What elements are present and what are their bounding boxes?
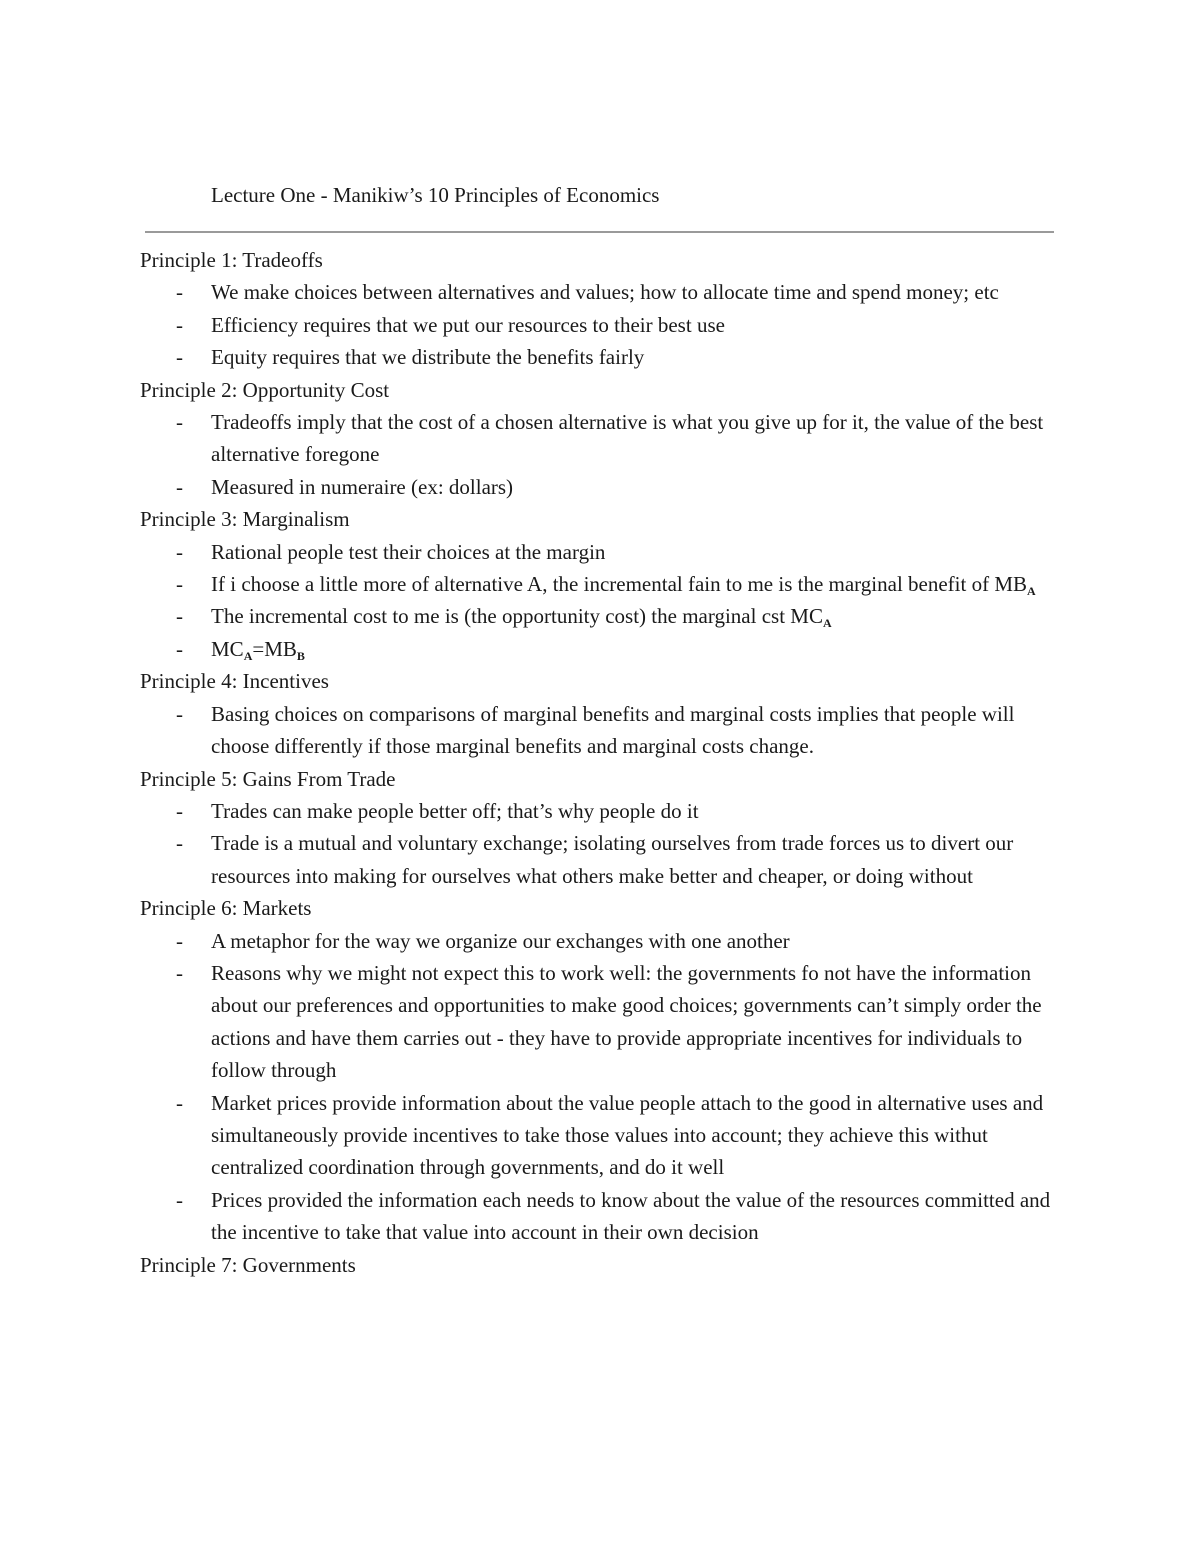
- bullet-item: [140, 276, 1070, 308]
- bullet-item: [140, 957, 1070, 1087]
- subscript: A: [1027, 584, 1036, 599]
- document-body: [140, 244, 1070, 1281]
- bullet-text: Measured in numeraire (ex: dollars): [211, 474, 514, 499]
- subscript: A: [243, 648, 253, 663]
- bullet-dash: -: [176, 312, 183, 337]
- bullet-item: [140, 1087, 1070, 1184]
- bullet-item: [140, 536, 1070, 568]
- bullet-text: Rational people test their choices at the margin: [211, 539, 606, 564]
- bullet-text: =MB: [252, 636, 297, 661]
- bullet-item: [140, 309, 1070, 341]
- bullet-dash: -: [176, 960, 183, 985]
- bullet-dash: -: [176, 1090, 183, 1115]
- bullet-text: Trades can make people better off; that’s why people do it: [211, 798, 699, 823]
- bullet-item: [140, 471, 1070, 503]
- bullet-dash: -: [176, 798, 183, 823]
- bullet-dash: -: [176, 701, 183, 726]
- bullet-text: MC: [211, 636, 244, 661]
- bullet-item: [140, 795, 1070, 827]
- bullet-item: [140, 1184, 1070, 1249]
- bullet-text: Basing choices on comparisons of marginal benefits and marginal costs implies that people will choose differently if those marginal benefits and marginal costs change.: [211, 701, 1015, 759]
- bullet-dash: -: [176, 636, 183, 661]
- bullet-text: Prices provided the information each needs to know about the value of the resources committed and the incentive to take that value into account in their own decision: [211, 1187, 1051, 1245]
- bullet-dash: -: [176, 410, 183, 435]
- title-divider: [145, 231, 1054, 233]
- bullet-dash: -: [176, 604, 183, 629]
- bullet-dash: -: [176, 474, 183, 499]
- principle-heading: Principle 5: Gains From Trade: [140, 766, 396, 791]
- bullet-dash: -: [176, 345, 183, 370]
- bullet-item: [140, 406, 1070, 471]
- bullet-text: A metaphor for the way we organize our exchanges with one another: [211, 928, 790, 953]
- principle-heading: Principle 4: Incentives: [140, 669, 329, 694]
- principle-heading: Principle 7: Governments: [140, 1252, 356, 1277]
- bullet-text: Reasons why we might not expect this to work well: the governments fo not have the information about our preferences and opportunities to make good choices; governments can’t simply order the actions and have them carries out - they have to provide appropriate incentives for individuals to follow through: [211, 960, 1042, 1083]
- bullet-text: We make choices between alternatives and values; how to allocate time and spend money; etc: [211, 280, 999, 305]
- bullet-text: Tradeoffs imply that the cost of a chosen alternative is what you give up for it, the value of the best alternative foregone: [211, 410, 1044, 467]
- bullet-item: [140, 698, 1070, 763]
- principle-heading: Principle 1: Tradeoffs: [140, 248, 323, 272]
- bullet-dash: -: [176, 928, 183, 953]
- bullet-dash: -: [176, 572, 183, 597]
- bullet-text: Efficiency requires that we put our resources to their best use: [211, 312, 725, 337]
- document-title: Lecture One - Manikiw’s 10 Principles of Economics: [211, 183, 660, 207]
- principle-heading: Principle 6: Markets: [140, 896, 312, 921]
- bullet-item: [140, 568, 1070, 600]
- bullet-item: [140, 341, 1070, 373]
- principle-heading: Principle 3: Marginalism: [140, 507, 350, 532]
- bullet-text: Trade is a mutual and voluntary exchange; isolating ourselves from trade forces us to divert our resources into making for ourselves what others make better and cheaper, or doing without: [211, 831, 1014, 888]
- principle-heading: Principle 2: Opportunity Cost: [140, 377, 390, 402]
- bullet-item: [140, 633, 1070, 665]
- bullet-item: [140, 827, 1070, 892]
- subscript: B: [296, 648, 305, 663]
- bullet-dash: -: [176, 539, 183, 564]
- bullet-item: [140, 925, 1070, 957]
- bullet-text: The incremental cost to me is (the opportunity cost) the marginal cst MC: [211, 604, 823, 629]
- bullet-dash: -: [176, 1187, 183, 1212]
- bullet-text: Equity requires that we distribute the benefits fairly: [211, 345, 645, 370]
- subscript: A: [822, 616, 832, 631]
- bullet-dash: -: [176, 280, 183, 305]
- bullet-text: Market prices provide information about the value people attach to the good in alternative uses and simultaneously provide incentives to take those values into account; they achieve this withut centralized coordination through governments, and do it well: [211, 1090, 1044, 1180]
- bullet-dash: -: [176, 831, 183, 856]
- bullet-text: If i choose a little more of alternative A, the incremental fain to me is the marginal benefit of MB: [211, 572, 1028, 597]
- bullet-item: [140, 600, 1070, 632]
